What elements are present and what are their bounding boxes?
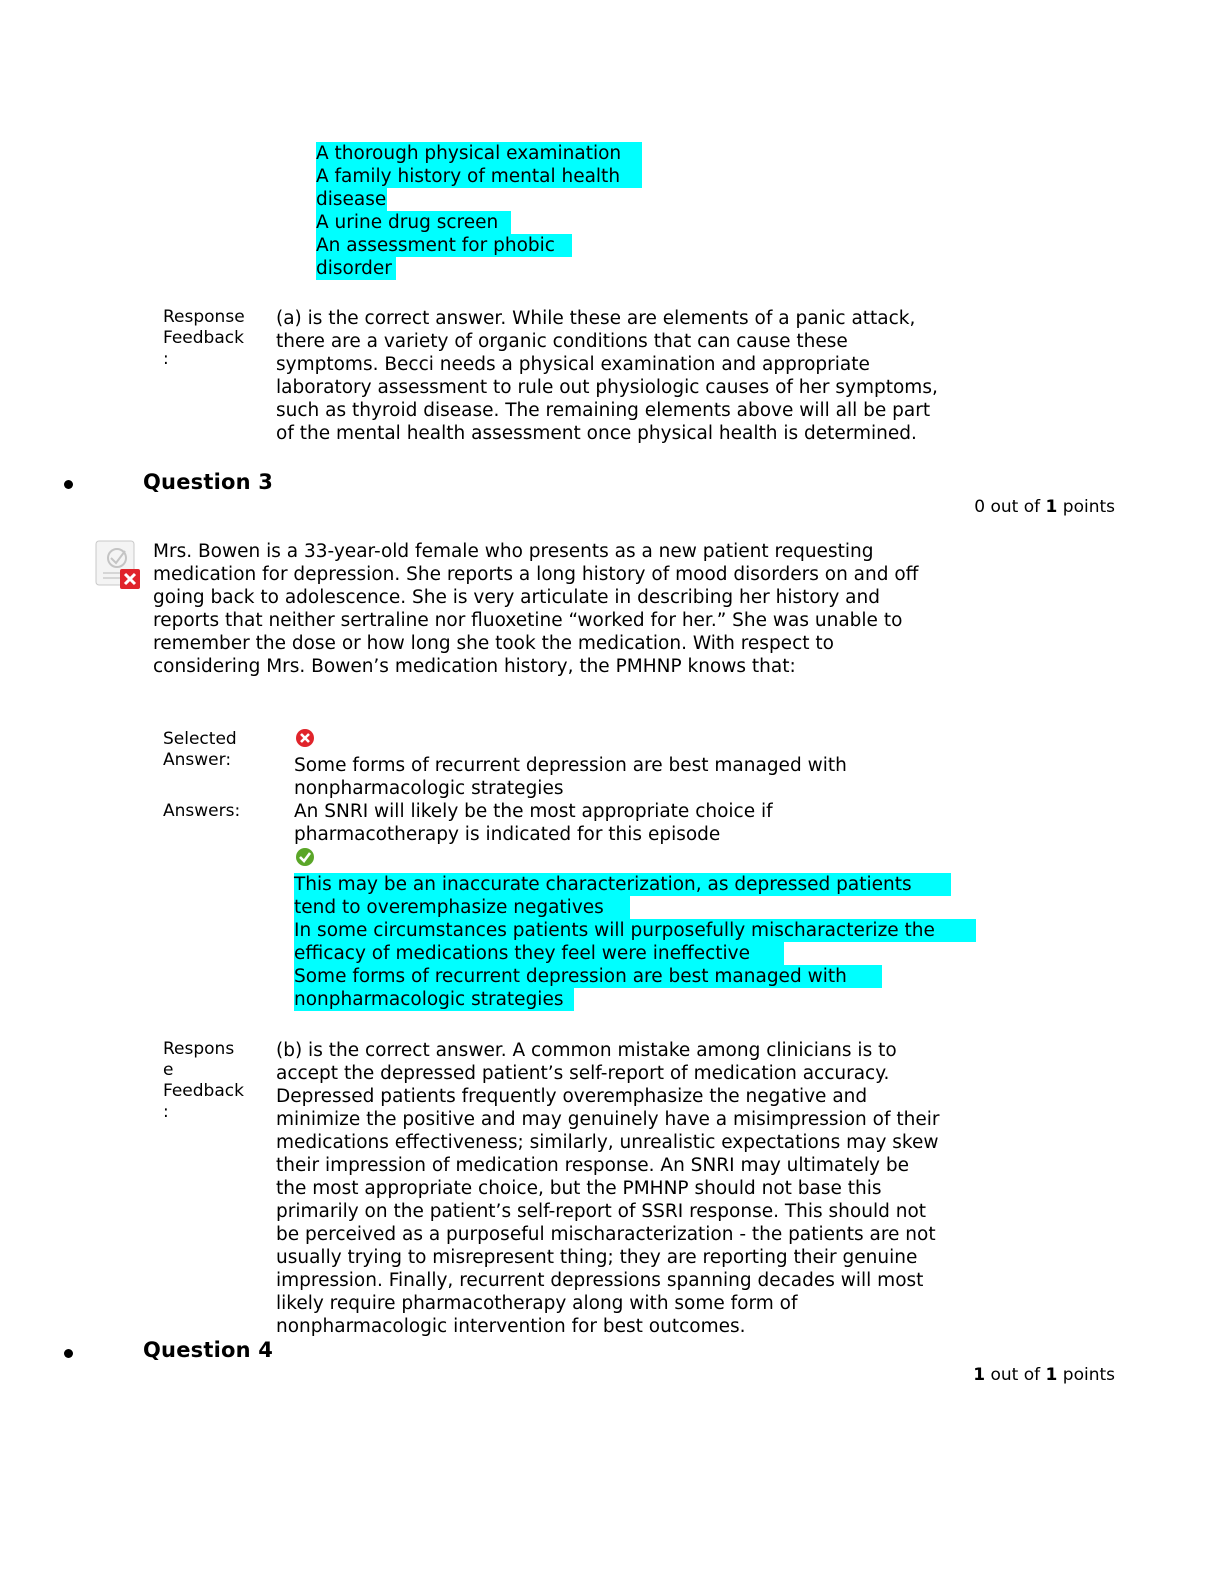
selected-answer-label: Selected Answer:	[163, 729, 237, 770]
correct-check-icon	[295, 847, 315, 867]
q2-feedback-text: (a) is the correct answer. While these are elements of a panic attack, there are a variety of organic conditions that can cause these symptoms. Becci needs a physical examination and appropriate laboratory assessment to rule out physiologic causes of her symptoms, such as thyroid disease. The remaining elements above will all be part of the mental health assessment once physical health is determined.	[276, 308, 938, 444]
answer-option: A thorough physical examination	[316, 142, 642, 165]
selected-answer-text: Some forms of recurrent depression are best managed with nonpharmacologic strategies	[294, 755, 847, 799]
question-3-title: Question 3	[143, 470, 274, 494]
answer-option: efficacy of medications they feel were ineffective	[294, 942, 784, 965]
answer-option: A family history of mental health	[316, 165, 642, 188]
q2-feedback-label: Response Feedback :	[163, 307, 245, 369]
answer-option: An assessment for phobic	[316, 234, 572, 257]
answer-option: In some circumstances patients will purposefully mischaracterize the	[294, 919, 976, 942]
answer-option: disorder	[316, 257, 396, 280]
answer-option: nonpharmacologic strategies	[294, 988, 574, 1011]
answer-option: tend to overemphasize negatives	[294, 896, 630, 919]
question-4-points: 1 out of 1 points	[973, 1365, 1115, 1385]
q3-feedback-text: (b) is the correct answer. A common mistake among clinicians is to accept the depressed patient’s self-report of medication accuracy. Depressed patients frequently overemphasize the negative and minimize the positive and may genuinely have a misimpression of their medications effectiveness; similarly, unrealistic expectations may skew their impression of medication response. An SNRI may ultimately be the most appropriate choice, but the PMHNP should not base this primarily on the patient’s self-report of SSRI response. This should not be perceived as a purposeful mischaracterization - the patients are not usually trying to misrepresent thing; they are reporting their genuine impression. Finally, recurrent depressions spanning decades will most likely require pharmacotherapy along with some form of nonpharmacologic intervention for best outcomes.	[276, 1040, 940, 1337]
bullet-icon	[64, 480, 73, 489]
answer-option: This may be an inaccurate characterization, as depressed patients	[294, 873, 951, 896]
question-3-text: Mrs. Bowen is a 33-year-old female who presents as a new patient requesting medication for depression. She reports a long history of mood disorders on and off going back to adolescence. She is very articulate in describing her history and reports that neither sertraline nor fluoxetine “worked for her.” She was unable to remember the dose or how long she took the medication. With respect to considering Mrs. Bowen’s medication history, the PMHNP knows that:	[153, 541, 919, 677]
answer-option: Some forms of recurrent depression are best managed with	[294, 965, 882, 988]
answers-label: Answers:	[163, 801, 241, 821]
q2-highlighted-answers	[316, 142, 642, 280]
answer-option: disease	[316, 189, 387, 210]
bullet-icon	[64, 1349, 73, 1358]
answer-option: A urine drug screen	[316, 211, 511, 234]
question-3-points: 0 out of 1 points	[974, 497, 1115, 517]
highlighted-correct-answers	[294, 873, 976, 1011]
q3-feedback-label: Respons e Feedback :	[163, 1039, 244, 1122]
answer-option-a: An SNRI will likely be the most appropriate choice if pharmacotherapy is indicated for this episode	[294, 801, 773, 845]
incorrect-x-icon	[295, 728, 315, 748]
question-4-title: Question 4	[143, 1338, 274, 1362]
incorrect-question-icon	[95, 539, 145, 591]
